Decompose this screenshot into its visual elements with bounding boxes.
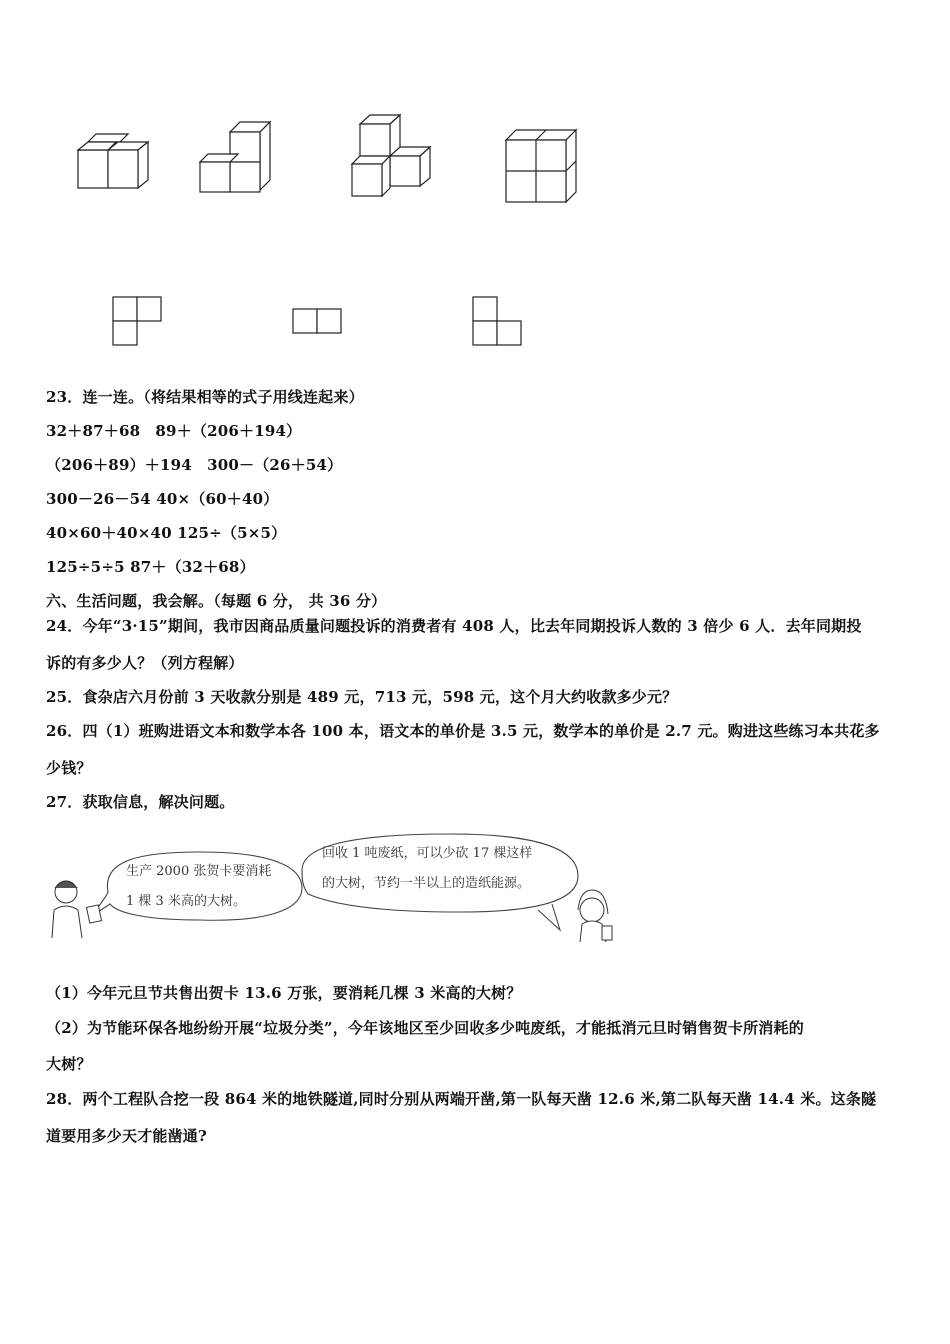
view-figure-2 [290,307,346,337]
q23-row-5: 125÷5÷5 87＋（32＋68） [46,558,255,576]
q23-row-1: 32＋87＋68 89＋（206＋194） [46,422,302,440]
bubble-left-line-2: 1 棵 3 米高的大树。 [126,894,246,909]
q25-text: 25．食杂店六月份前 3 天收款分别是 489 元，713 元，598 元，这个月大约收款多少元？ [46,688,678,706]
q28-line-1: 28．两个工程队合挖一段 864 米的地铁隧道,同时分别从两端开凿,第一队每天凿 12.6 米,第二队每天凿 14.4 米。这条隧 [46,1090,877,1108]
view-figure-1 [110,295,166,349]
cube-figure-3 [344,112,440,202]
q26-line-1: 26．四（1）班购进语文本和数学本各 100 本，语文本的单价是 3.5 元，数学本的单价是 2.7 元。购进这些练习本共花多 [46,722,880,740]
bubble-right-line-2: 的大树，节约一半以上的造纸能源。 [322,876,531,891]
q24-line-2: 诉的有多少人？（列方程解） [46,654,244,672]
view-figure-3 [470,295,526,349]
q23-title: 23．连一连。（将结果相等的式子用线连起来） [46,388,364,406]
bubble-right-line-1: 回收 1 吨废纸，可以少砍 17 棵这样 [322,846,533,861]
q27-title: 27．获取信息，解决问题。 [46,793,235,811]
boy-icon [52,881,102,938]
q23-row-3: 300－26－54 40×（60＋40） [46,490,279,508]
q23-row-4: 40×60＋40×40 125÷（5×5） [46,524,287,542]
q23-row-2: （206＋89）＋194 300－（26＋54） [46,456,343,474]
q24-line-1: 24．今年“3·15”期间，我市因商品质量问题投诉的消费者有 408 人，比去年同期投诉人数的 3 倍少 6 人．去年同期投 [46,617,862,635]
bubble-left-line-1: 生产 2000 张贺卡要消耗 [126,864,272,879]
cube-figure-2 [192,118,282,198]
q27-sub-1: （1）今年元旦节共售出贺卡 13.6 万张，要消耗几棵 3 米高的大树？ [46,984,522,1002]
cube-figure-1 [70,132,160,196]
q27-sub-2-line-2: 大树？ [46,1055,92,1073]
cube-figure-4 [498,126,588,206]
q27-sub-2-line-1: （2）为节能环保各地纷纷开展“垃圾分类”，今年该地区至少回收多少吨废纸，才能抵消元旦时销售贺卡所消耗的 [46,1019,804,1037]
girl-icon [578,890,612,942]
q28-line-2: 道要用多少天才能凿通? [46,1127,207,1145]
section-6-title: 六、生活问题，我会解。（每题 6 分， 共 36 分） [46,592,387,610]
q26-line-2: 少钱？ [46,759,92,777]
